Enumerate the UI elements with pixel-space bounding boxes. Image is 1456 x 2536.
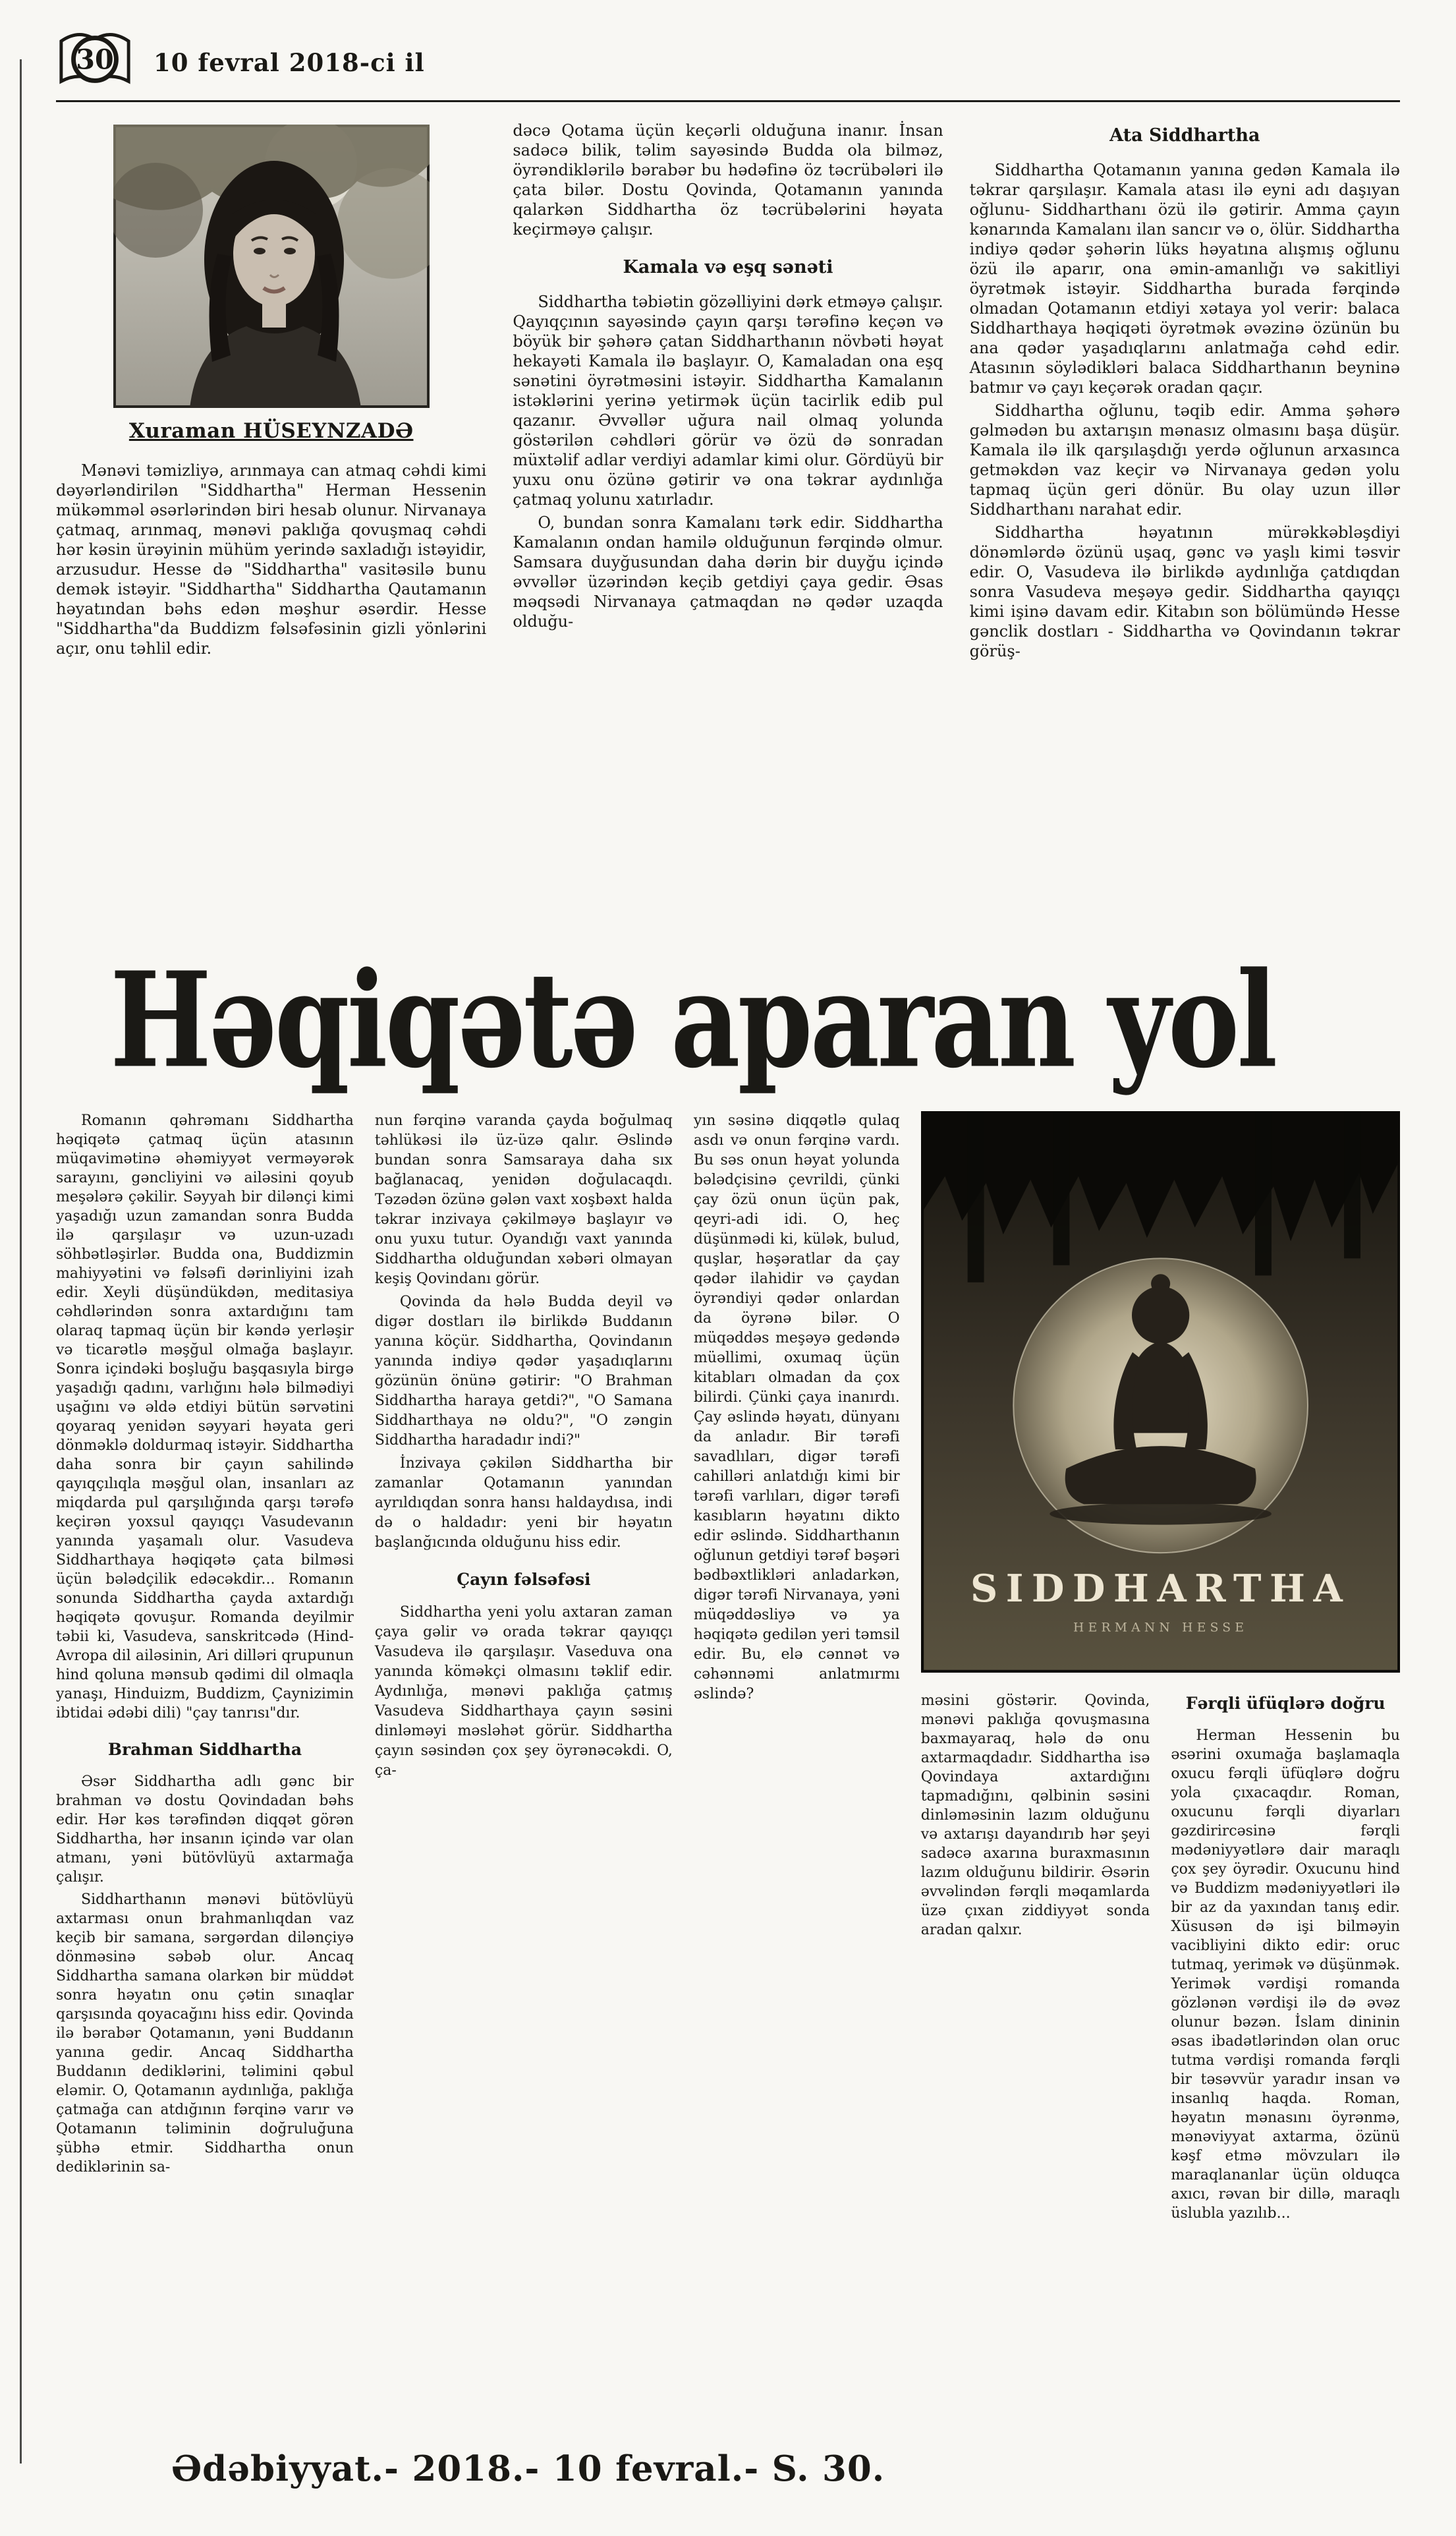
section-heading-ufuqler: Fərqli üfüqlərə doğru <box>1185 1694 1386 1713</box>
article-paragraph: Siddhartha yeni yolu axtaran zaman çaya gəlir və orada təkrar qayıqçı Vasudeva ilə qarşılaşır. Vaseduva ona yanında köməkçi olmasını təklif edir. Aydınlığa, mənəvi paklığa çatmış Vasudeva Siddharthaya çayın səsini dinləməyi məsləhət görür. Siddhartha çayın səsindən çox şey öyrənəcəkdi. O, ça- <box>374 1604 673 1779</box>
top-section <box>56 121 1400 911</box>
article-paragraph: Herman Hessenin bu əsərini oxumağa başlamaqla oxucu fərqli üfüqlərə doğru yola çıxacaqdır. Roman, oxucunu fərqli diyarları gəzdirircəsinə fərqli mədəniyyətlərə dair maraqlı çox şey öyrədir. Oxucunu hind və Buddizm mədəniyyətləri ilə bir az da yaxından tanış edir. Xüsusən də işi bilməyin vacibliyini dikto edir: oruc tutmaq, yerimək və düşünmək. Yerimək vərdişi romanda gözlənən vərdişi ilə də əvəz olunur bəzən. İslam dininin əsas ibadətlərindən olan oruc tutma vərdişi romanda fərqli bir təsəvvür yaradır insan və insanlıq haqda. Roman, həyatın mənasını öyrənmə, mənəviyyat axtarma, özünü kəşf etmə mövzuları ilə maraqlananlar üçün olduqca axıcı, rəvan bir dillə, maraqlı üslubla yazılıb... <box>1171 1727 1400 2222</box>
article-paragraph: Siddhartha oğlunu, təqib edir. Amma şəhərə gəlmədən bu axtarışın mənasız olmasını başa düşür. Kamala ilə ilk qarşılaşdığı yerdə oğlunun arxasınca getməkdən vaz keçir və Nirvanaya gedən yolu tapmaq üçün geri dönür. Bu olay uzun illər Siddharthanı narahat edir. <box>969 401 1400 519</box>
lower-column-1 <box>56 1111 354 2419</box>
buddha-illustration <box>921 1111 1400 1673</box>
section-heading-kamala: Kamala və eşq sənəti <box>623 257 833 277</box>
header-rule <box>56 100 1400 102</box>
article-paragraph: dəcə Qotama üçün keçərli olduğuna inanır. İnsan sadəcə bilik, təlim sayəsində Budda ola bilməz, öyrəndiklərilə bərabər bu hədəfinə öz təcrübələri ilə çata bilər. Dostu Qovinda, Qotamanın yanında qalarkən Siddhartha öz təcrübələrini həyata keçirməyə çalışır. <box>513 121 943 239</box>
artwork-title: SIDDHARTHA <box>970 1566 1351 1611</box>
section-heading-ata: Ata Siddhartha <box>1109 125 1260 146</box>
article-paragraph: Siddhartha təbiətin gözəlliyini dərk etməyə çalışır. Qayıqçının sayəsində çayın qarşı tərəfinə keçən və böyük bir şəhərə çatan Siddharthanın növbəti həyat hekayəti Kamala ilə başlayır. O, Kamaladan ona eşq sənətini öyrətməsini istəyir. Siddhartha Kamalanın istəklərini yerinə yetirmək üçün tacirlik edib pul qazanır. Əvvəllər uğura nail olmaq yolunda göstərilən cəhdləri görür və özü də sonradan müxtəlif adlar verdiyi adamlar kimi olur. Gördüyü bir yuxu onu özünə gətirir və ona təkrar aydınlığa çatmaq yolunu xatırladır. <box>513 293 943 509</box>
article-paragraph: məsini göstərir. Qovinda, mənəvi paklığa qovuşmasına baxmayaraq, hələ də onu axtarmaqdadır. Siddhartha isə Qovindaya axtardığını tapmadığını, qəlbinin səsini dinləməsinin lazım olduğunu və axtarışı dayandırıb hər şeyi sadəcə axarına buraxmasının lazım olduğunu bildirir. Əsərin əvvəlindən fərqli məqamlarda üzə çıxan ziddiyyət sonda aradan qalxır. <box>920 1692 1150 1938</box>
article-paragraph: O, bundan sonra Kamalanı tərk edir. Siddhartha Kamalanın ondan hamilə olduğunun fərqində olmur. Samsara duyğusundan daha dərin bir duyğu içində əvvəllər üzərindən keçib getdiyi çaya gedir. Əsas məqsədi Nirvanaya çatmaqdan nə qədər uzaqda olduğu- <box>513 513 943 631</box>
section-heading-brahman: Brahman Siddhartha <box>107 1740 302 1759</box>
article-paragraph: Əsər Siddhartha adlı gənc bir brahman və dostu Qovindadan bəhs edir. Hər kəs tərəfindən diqqət görən Siddhartha, hər insanın içində var olan atmanı, yəni bütövlüyü axtarmağa çalışır. <box>56 1773 354 1886</box>
author-name: Xuraman HÜSEYNZADƏ <box>128 419 414 443</box>
article-paragraph: Siddharthanın mənəvi bütövlüyü axtarması onun brahmanlıqdan vaz keçib bir samana, sərgərdan dilənçiyə dönməsinə səbəb olur. Ancaq Siddhartha samana olarkən bir müddət sonra həyatın onu çətin sınaqlar qarşısında qoyacağını hiss edir. Qovinda ilə bərabər Qotamanın, yəni Buddanın yanına gedir. Ancaq Siddhartha Buddanın dediklərini, təlimini qəbul eləmir. O, Qotamanın aydınlığa, paklığa çatmağa can atdığının fərqinə varır və Qotamanın təliminin doğruluğuna şübhə etmir. Siddhartha onun dediklərinin sa- <box>56 1891 354 2176</box>
scan-edge-line <box>20 59 22 2464</box>
book-cover-artwork <box>921 1111 1400 1691</box>
article-paragraph: Romanın qəhrəmanı Siddhartha həqiqətə çatmaq üçün atasının müqavimətinə əhəmiyyət verməyərək sarayını, gəncliyini və ailəsini qoyub meşələrə çəkilir. Səyyah bir dilənçi kimi yaşadığı uzun zamandan sonra Budda ilə qarşılaşır və uzun-uzadı söhbətləşirlər. Budda ona, Buddizmin mahiyyətini və fəlsəfi dərinliyini izah edir. Xeyli düşündükdən, meditasiya cəhdlərindən sonra axtardığını tam olaraq tapmaq üçün bir kəndə yerləşir və ticarətlə məşğul olmağa başlayır. Sonra içindəki boşluğu başqasıyla birgə yaşadığı qadını, varlığını hələ bilmədiyi uşağını və əldə etdiyi bütün sərvətini qoyaraq yenidən səyyari həyata geri dönməklə doldurmaq istəyir. Siddhartha daha sonra bir çayın sahilində qayıqçılıqla məşğul olan, insanları az miqdarda pul qarşılığında qarşı tərəfə keçirən yoxsul qayıqçı Vasudevanın yanında yaşamalı olur. Vasudeva Siddharthaya həqiqətə çata bilməsi üçün bələdçilik edəcəkdir... Romanın sonunda Siddhartha çayda axtardığı həqiqətə qovuşur. Romanda deyilmir təbii ki, Vasudeva, sanskritcədə (Hind-Avropa dil ailəsinin, Ari dilləri qrupunun hind qoluna mənsub qədimi dil olmaqla yanaşı, Hinduizm, Buddizm, Çaynizimin ibtidai ədəbi dili) "çay tanrısı"dır. <box>56 1112 354 1721</box>
lower-column-4 <box>921 1691 1150 2419</box>
column-middle <box>513 121 943 911</box>
portrait-illustration <box>113 125 430 408</box>
lower-section <box>56 1111 1400 2419</box>
page-number: 30 <box>76 43 114 76</box>
column-author <box>56 121 486 911</box>
article-paragraph: İnzivaya çəkilən Siddhartha bir zamanlar Qotamanın yanından ayrıldıqdan sonra hansı haldaydısa, indi də o haldadır: yeni bir həyatın başlanğıcında olduğunu hiss edir. <box>374 1455 673 1551</box>
page-number-logo <box>56 25 134 91</box>
author-photo <box>113 125 430 408</box>
masthead <box>56 18 1400 98</box>
article-paragraph: Mənəvi təmizliyə, arınmaya can atmaq cəhdi kimi dəyərləndirilən "Siddhartha" Herman Hessenin mükəmməl əsərlərindən biri hesab olunur. Nirvanaya çatmaq, arınmaq, mənəvi paklığa qovuşmaq cəhdi hər kəsin ürəyinin mühüm yerində saxladığı istəyidir, arzusudur. Hesse də "Siddhartha" vasitəsilə bunu demək istəyir. "Siddhartha" Siddhartha Qautamanın həyatından bəhs edən məşhur əsərdir. Hesse "Siddhartha"da Buddizm fəlsəfəsinin gizli yönlərini açır, onu təhlil edir. <box>56 461 487 658</box>
article-paragraph: Siddhartha Qotamanın yanına gedən Kamala ilə təkrar qarşılaşır. Kamala atası ilə eyni adı daşıyan oğlunu- Siddharthanı özü ilə gətirir. Amma çayın kənarında Kamalanı ilan sancır və o, ölür. Siddhartha indiyə qədər şəhərin lüks həyatına alışmış oğlunu özü ilə aparır, ona əmin-amanlığı və sakitliyi öyrətmək istəyir. Siddhartha burada fərqində olmadan Qotamanın etdiyi xətaya yol verir: balaca Siddharthaya həqiqəti öyrətmək əvəzinə özünün bu ana qədər yaşadıqlarını anlatmağa cəhd edir. Atasının söylədikləri balaca Siddharthanın beyninə batmır və çayı keçərək oradan qaçır. <box>969 161 1400 397</box>
section-heading-chay: Çayın fəlsəfəsi <box>457 1570 591 1589</box>
article-headline: Həqiqətə aparan yol <box>110 943 1275 1098</box>
issue-date: 10 fevral 2018-ci il <box>154 48 425 77</box>
lower-column-5 <box>1171 1691 1400 2419</box>
citation-footer: Ədəbiyyat.- 2018.- 10 fevral.- S. 30. <box>171 2448 885 2489</box>
lower-column-2 <box>375 1111 673 2419</box>
column-right <box>970 121 1400 911</box>
article-paragraph: nun fərqinə varanda çayda boğulmaq təhlükəsi ilə üz-üzə qalır. Əslində bundan sonra Samsaraya daha sıx bağlanacaq, yenidən doğulacaqdı. Təzədən özünə gələn vaxt xoşbəxt halda təkrar inzivaya çəkilməyə başlayır və onu yuxu tutur. Oyandığı vaxt yanında Siddhartha olduğundan xəbəri olmayan keşiş Qovindanı görür. <box>374 1112 673 1287</box>
book-icon <box>56 25 134 91</box>
article-paragraph: Siddhartha həyatının mürəkkəbləşdiyi dönəmlərdə özünü uşaq, gənc və yaşlı kimi təsvir edir. O, Vasudeva ilə birlikdə aydınlığa çatdıqdan sonra Vasudeva meşəyə gedir. Siddhartha qayıqçı kimi işinə davam edir. Kitabın son bölümündə Hesse gənclik dostları - Siddhartha və Qovindanın təkrar görüş- <box>969 523 1400 660</box>
article-paragraph: Qovinda da hələ Budda deyil və digər dostları ilə birlikdə Buddanın yanına köçür. Siddhartha, Qovindanın yanında indiyə qədər yaşadıqlarını gözünün önünə gətirir: "O Brahman Siddhartha haraya getdi?", "O Samana Siddharthaya nə oldu?", "O zəngin Siddhartha haradadır indi?" <box>374 1294 673 1449</box>
artwork-credit: HERMANN HESSE <box>1073 1621 1248 1635</box>
article-paragraph: yın səsinə diqqətlə qulaq asdı və onun fərqinə vardı. Bu səs onun həyat yolunda bələdçisinə çevrildi, çünki çay özü onun üçün pak, qeyri-adi idi. O, heç düşünmədi ki, külək, bulud, quşlar, həşəratlar da çay qədər ilahidir və çaydan öyrəndiyi qədər onlardan da öyrənə bilər. O müqəddəs meşəyə gedəndə müəllimi, oxumaq üçün kitabları olmadan da çox bilirdi. Çünki çaya inanırdı. Çay əslində həyatı, dünyanı da anladır. Bir tərəfi savadlıları, digər tərəfi cahilləri anlatdığı kimi bir tərəfi varlıları, digər tərəfi kasıbların həyatını dikto edir əslində. Siddharthanın oğlunun getdiyi tərəf bəşəri bədbəxtlikləri anladarkən, digər tərəfi Nirvanaya, yəni müqəddəsliyə və ya həqiqətə gedilən yeri təmsil edir. Bu, elə cənnət və cəhənnəmi anlatmırmı əslində? <box>693 1112 900 1702</box>
lower-column-3 <box>694 1111 900 2419</box>
